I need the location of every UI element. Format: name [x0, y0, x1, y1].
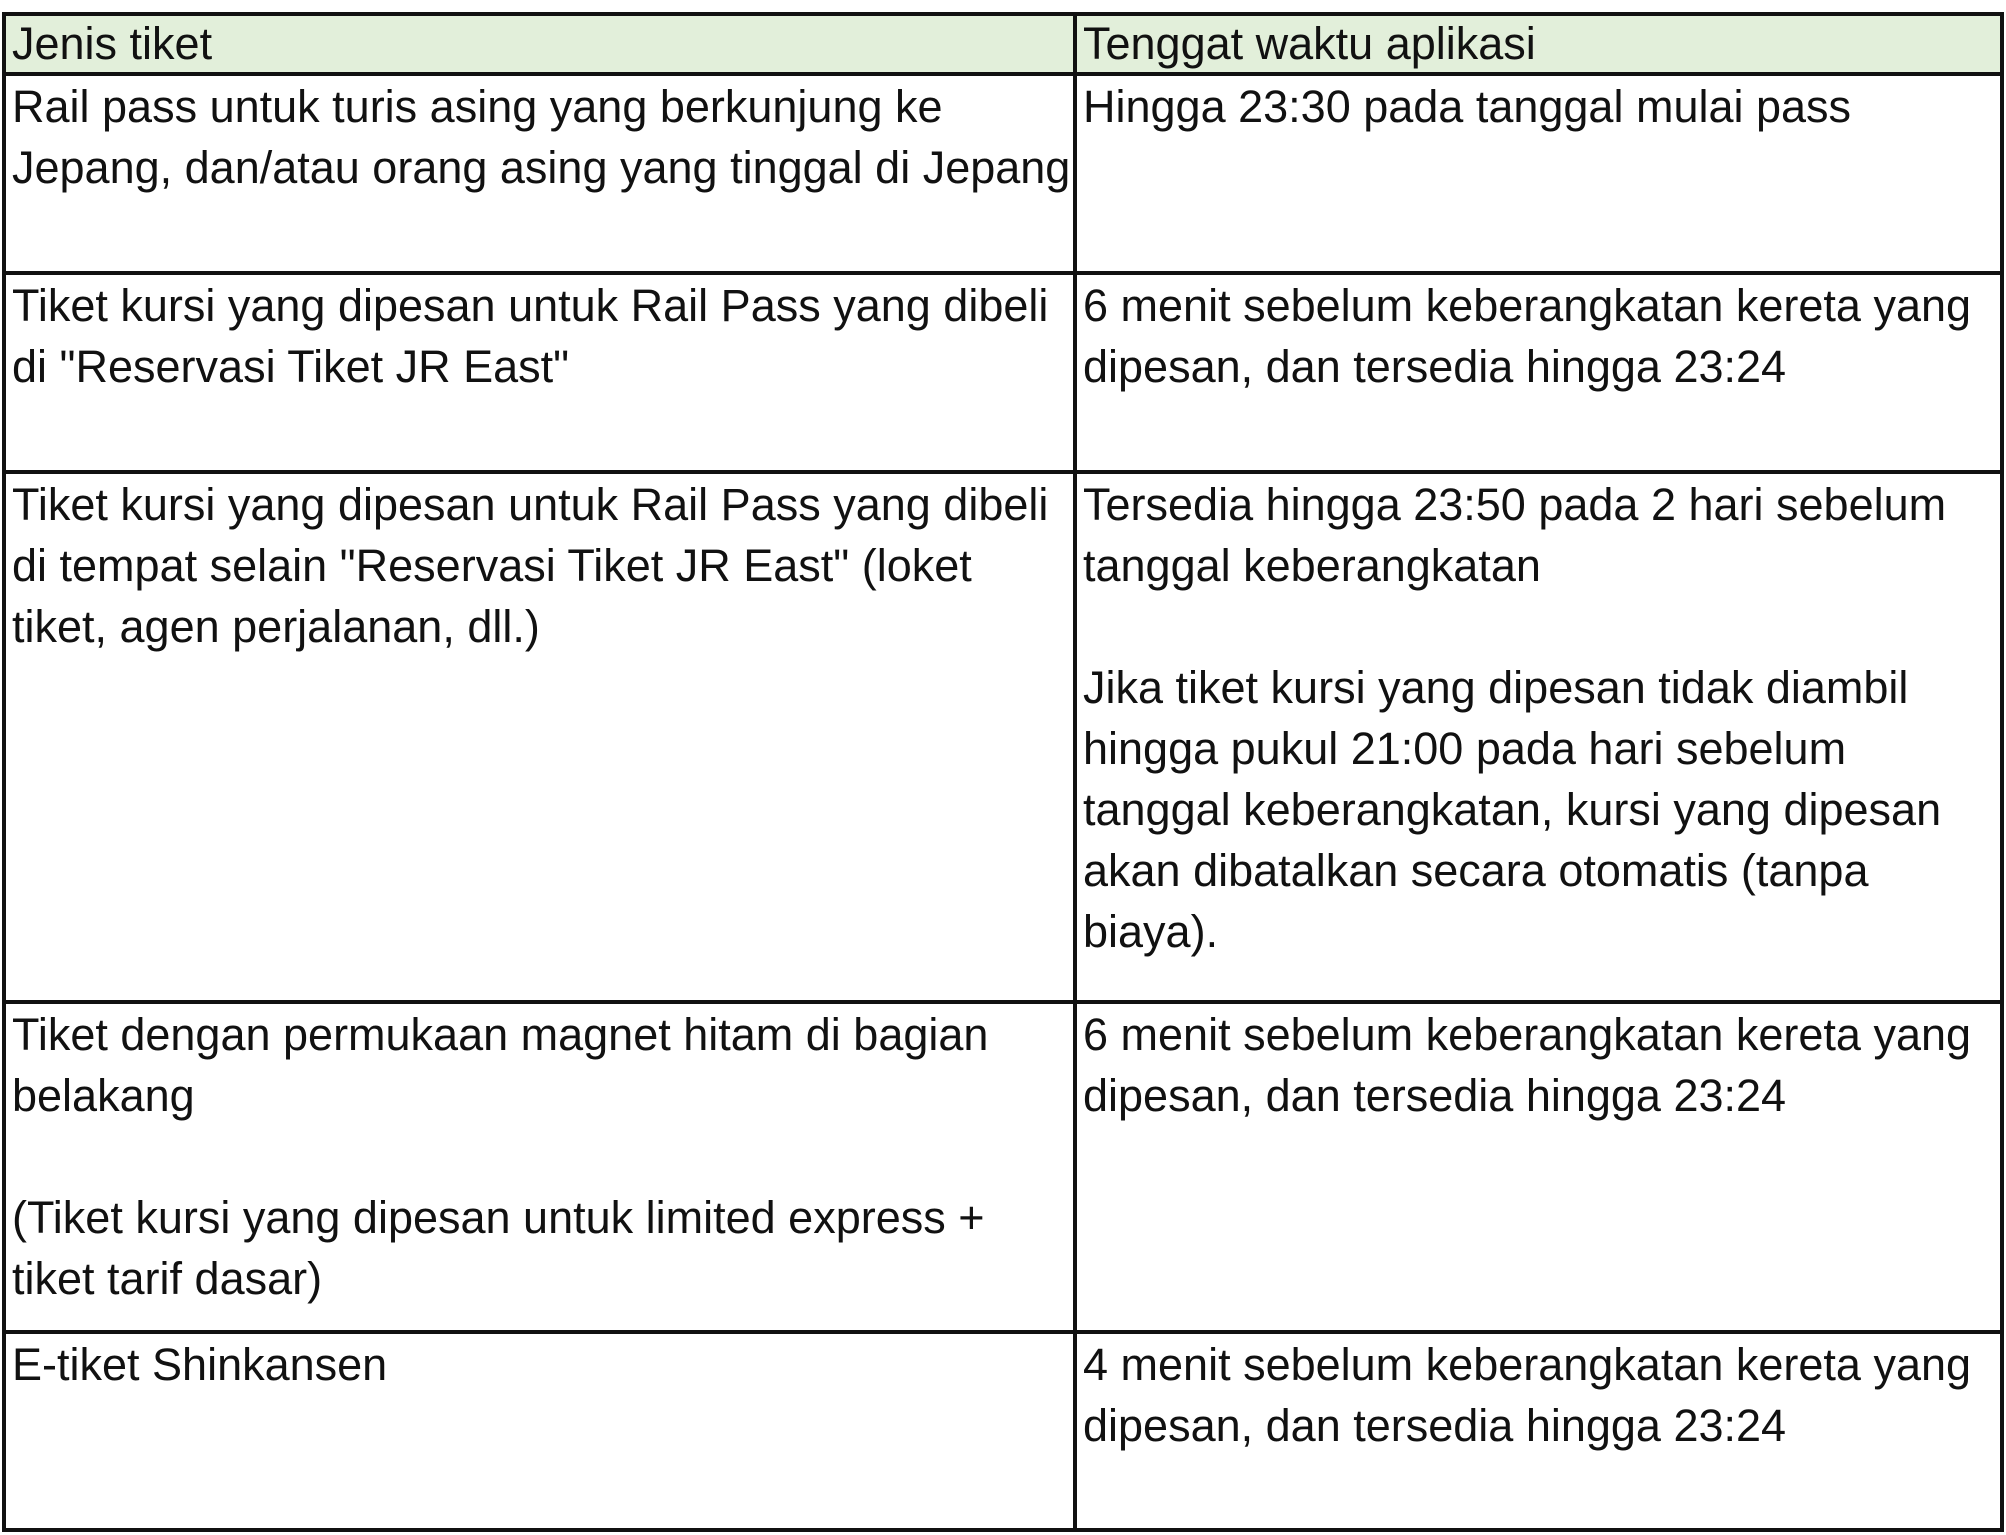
cell-text: 6 menit sebelum keberangkatan kereta yang dipesan, dan tersedia hingga 23:24	[1083, 280, 1972, 392]
deadline-cell	[1075, 74, 2002, 273]
cell-note-text: Jika tiket kursi yang dipesan tidak diambil hingga pukul 21:00 pada hari sebelum tanggal keberangkatan, kursi yang dipesan akan dibatalkan secara otomatis (tanpa biaya).	[1083, 662, 1942, 957]
ticket-deadline-table	[2, 12, 2004, 1532]
column-header-ticket-type: Jenis tiket	[4, 14, 1075, 74]
deadline-cell	[1075, 1002, 2002, 1332]
ticket-type-cell	[4, 1002, 1075, 1332]
ticket-type-cell	[4, 273, 1075, 472]
deadline-cell	[1075, 1332, 2002, 1530]
cell-text: 6 menit sebelum keberangkatan kereta yang dipesan, dan tersedia hingga 23:24	[1083, 1009, 1972, 1121]
table-header-row	[4, 14, 2002, 74]
ticket-type-cell	[4, 472, 1075, 1002]
table-row	[4, 74, 2002, 273]
deadline-cell	[1075, 273, 2002, 472]
cell-text: 4 menit sebelum keberangkatan kereta yang dipesan, dan tersedia hingga 23:24	[1083, 1339, 1972, 1451]
cell-note-text: (Tiket kursi yang dipesan untuk limited express + tiket tarif dasar)	[12, 1192, 985, 1304]
cell-text: E-tiket Shinkansen	[12, 1339, 388, 1390]
table-row	[4, 472, 2002, 1002]
cell-text: Tiket kursi yang dipesan untuk Rail Pass yang dibeli di "Reservasi Tiket JR East"	[12, 280, 1049, 392]
ticket-deadline-table-container	[2, 12, 2000, 1532]
table-row	[4, 1002, 2002, 1332]
table-row	[4, 1332, 2002, 1530]
ticket-type-cell	[4, 74, 1075, 273]
cell-text: Tiket kursi yang dipesan untuk Rail Pass yang dibeli di tempat selain "Reservasi Tiket JR East" (loket tiket, agen perjalanan, dll.)	[12, 479, 1049, 652]
ticket-type-cell	[4, 1332, 1075, 1530]
cell-text: Tersedia hingga 23:50 pada 2 hari sebelum tanggal keberangkatan	[1083, 479, 1947, 591]
table-row	[4, 273, 2002, 472]
cell-text: Hingga 23:30 pada tanggal mulai pass	[1083, 81, 1852, 132]
cell-text: Rail pass untuk turis asing yang berkunjung ke Jepang, dan/atau orang asing yang tinggal di Jepang	[12, 81, 1071, 193]
deadline-cell	[1075, 472, 2002, 1002]
cell-text: Tiket dengan permukaan magnet hitam di bagian belakang	[12, 1009, 989, 1121]
column-header-deadline: Tenggat waktu aplikasi	[1075, 14, 2002, 74]
